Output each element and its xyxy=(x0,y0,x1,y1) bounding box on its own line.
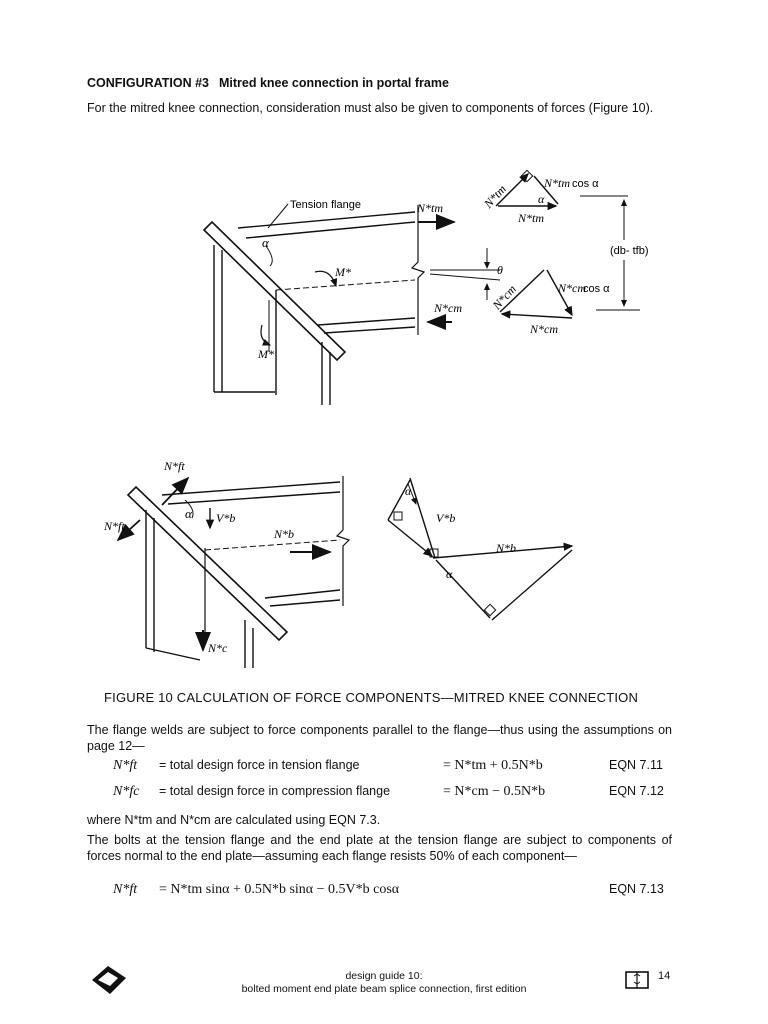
book-icon xyxy=(624,970,650,990)
n-b-label-frame: N*b xyxy=(274,527,295,541)
footer xyxy=(0,970,768,996)
equation-symbol: N*ft xyxy=(113,758,138,773)
n-tm-tri-label: N*tm xyxy=(518,211,545,225)
alpha-symbol-poly-top: α xyxy=(405,484,412,498)
equation-rhs: = N*cm − 0.5N*b xyxy=(443,784,546,799)
v-b-label-frame: V*b xyxy=(216,511,236,525)
heading-prefix: CONFIGURATION #3 xyxy=(87,76,209,90)
n-cm-cos-label: N*cm xyxy=(558,281,586,295)
intro-paragraph: For the mitred knee connection, consideration must also be given to components of forces (Figure 10). xyxy=(87,101,654,115)
n-b-label-poly: N*b xyxy=(496,541,517,555)
alpha-symbol-top: α xyxy=(262,235,269,250)
v-b-label-poly: V*b xyxy=(436,511,456,525)
cos-alpha-mid: cos α xyxy=(583,283,610,295)
equation-rhs: = N*tm + 0.5N*b xyxy=(443,758,543,773)
alpha-symbol-bottom: α xyxy=(185,506,192,521)
n-ft-label-upper: N*ft xyxy=(164,459,185,473)
n-cm-label-frame: N*cm xyxy=(434,301,462,315)
alpha-symbol-poly-mid: α xyxy=(446,567,453,581)
tension-flange-label: Tension flange xyxy=(290,199,361,211)
n-ft-label-left: N*ft xyxy=(104,519,125,533)
equation-symbol: N*ft xyxy=(113,882,138,897)
equation-row xyxy=(87,758,672,776)
equation-number: EQN 7.13 xyxy=(609,882,664,896)
figure-caption: FIGURE 10 CALCULATION OF FORCE COMPONENTS—MITRED KNEE CONNECTION xyxy=(104,690,639,705)
heading-title: Mitred knee connection in portal frame xyxy=(219,76,449,90)
equation-row xyxy=(87,784,672,802)
where-text: where N*tm and N*cm are calculated using EQN 7.3. xyxy=(87,813,381,827)
cos-alpha-top: cos α xyxy=(572,178,599,190)
page-number: 14 xyxy=(658,970,671,982)
equation-number: EQN 7.12 xyxy=(609,784,664,798)
equation-description: = total design force in compression flange xyxy=(159,784,391,798)
n-tm-label-frame: N*tm xyxy=(417,201,444,215)
n-cm-sin-label: N*cm xyxy=(489,282,519,313)
footer-title: design guide 10: xyxy=(345,970,423,982)
moment-label-col: M* xyxy=(258,347,274,361)
equation-row xyxy=(87,882,672,900)
n-tm-sin-label: N*tm xyxy=(481,182,509,211)
footer-subtitle: bolted moment end plate beam splice connection, first edition xyxy=(241,983,527,995)
n-cm-tri-label: N*cm xyxy=(530,322,558,336)
alpha-symbol-tri-top: α xyxy=(538,192,545,206)
flange-welds-paragraph: The flange welds are subject to force components parallel to the flange—thus using the assumptions on page 12— xyxy=(87,723,672,753)
equation-number: EQN 7.11 xyxy=(609,758,663,772)
equation-rhs: = N*tm sinα + 0.5N*b sinα − 0.5V*b cosα xyxy=(159,882,400,897)
theta-symbol: θ xyxy=(497,263,503,277)
bolts-paragraph: The bolts at the tension flange and the end plate at the tension flange are subject to components of forces normal to the end plate—assuming each flange resists 50% of each component— xyxy=(87,833,672,863)
equation-description: = total design force in tension flange xyxy=(159,758,360,772)
n-c-label: N*c xyxy=(208,641,228,655)
moment-label-top: M* xyxy=(335,265,351,279)
n-tm-cos-label: N*tm xyxy=(544,176,571,190)
equation-symbol: N*fc xyxy=(113,784,140,799)
depth-dimension-label: (db- tfb) xyxy=(610,245,649,257)
